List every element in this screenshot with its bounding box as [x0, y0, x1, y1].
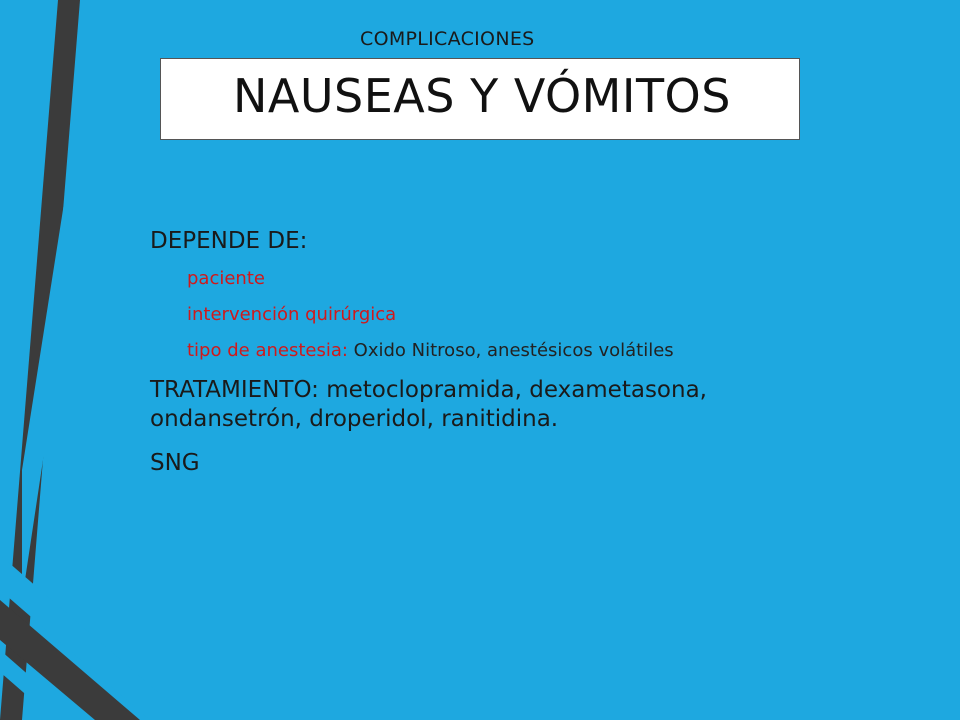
sng-text: SNG	[150, 450, 200, 476]
factor-label: tipo de anestesia	[187, 340, 342, 361]
factor-label: paciente	[187, 268, 265, 289]
title-box	[160, 58, 800, 140]
tratamiento-text: TRATAMIENTO: metoclopramida, dexametasona, ondansetrón, droperidol, ranitidina.	[150, 377, 707, 432]
factor-detail: Oxido Nitroso, anestésicos volátiles	[347, 340, 674, 361]
factor-label: intervención quirúrgica	[187, 304, 397, 325]
depende-heading: DEPENDE DE:	[150, 228, 308, 254]
slide-content	[150, 228, 850, 476]
slide-title: NAUSEAS Y VÓMITOS	[233, 69, 731, 123]
factor-item	[187, 304, 850, 326]
factor-list	[187, 268, 850, 362]
slide-subtitle: COMPLICACIONES	[360, 28, 535, 50]
factor-item	[187, 340, 850, 362]
factor-item	[187, 268, 850, 290]
factor-separator: :	[341, 340, 348, 361]
